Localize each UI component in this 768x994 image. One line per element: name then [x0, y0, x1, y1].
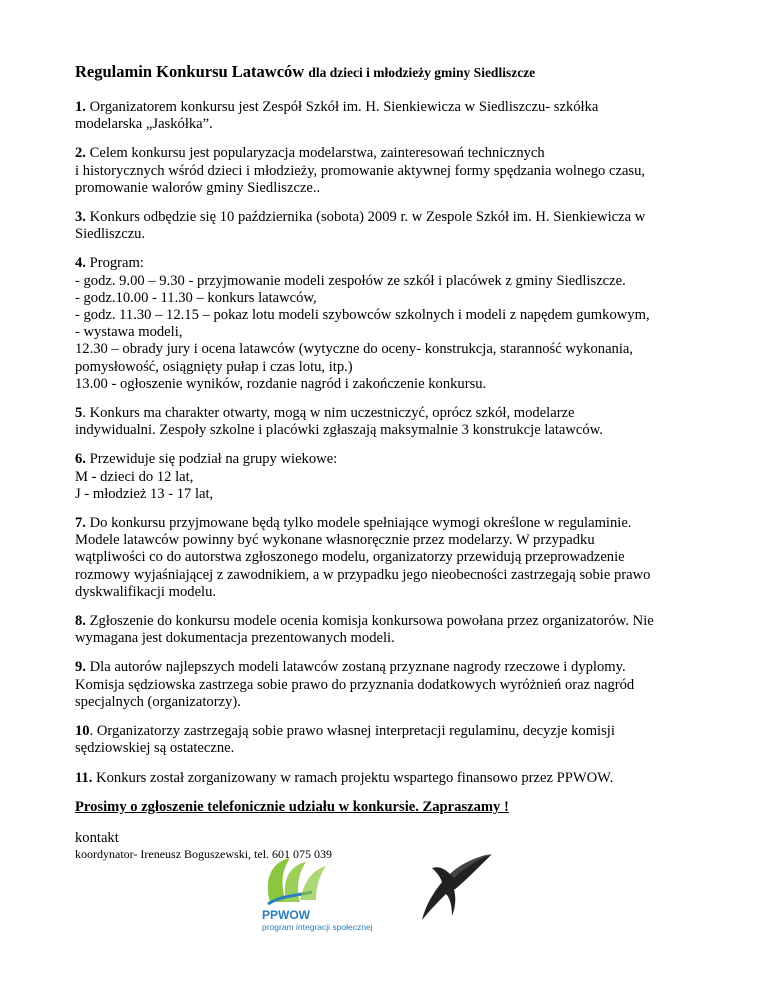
contact-label: kontakt — [75, 829, 119, 846]
rule-line: modelarska „Jaskółka”. — [75, 116, 213, 133]
rule-line: Komisja sędziowska zastrzega sobie prawo do przyznania dodatkowych wyróżnień oraz nagród — [75, 676, 635, 693]
rule-section — [75, 659, 715, 711]
rule-section — [75, 770, 715, 787]
rule-line: - godz.10.00 - 11.30 – konkurs latawców, — [75, 289, 317, 306]
rule-number: 1. — [75, 99, 86, 115]
rule-line: . Konkurs ma charakter otwarty, mogą w nim uczestniczyć, oprócz szkół, modelarze — [82, 405, 575, 422]
title-main: Regulamin Konkursu Latawców — [75, 62, 305, 81]
call-to-action: Prosimy o zgłoszenie telefonicznie udziału w konkursie. Zapraszamy ! — [75, 798, 509, 815]
rule-line: Program: — [89, 255, 144, 272]
rule-line: Celem konkursu jest popularyzacja modelarstwa, zainteresowań technicznych — [89, 145, 545, 162]
rule-line: Do konkursu przyjmowane będą tylko modele spełniające wymogi określone w regulaminie. — [89, 515, 632, 532]
rule-line: - godz. 11.30 – 12.15 – pokaz lotu modeli szybowców szkolnych i modeli z napędem gumkowym, — [75, 307, 650, 324]
rule-line: specjalnych (organizatorzy). — [75, 693, 241, 710]
rule-line: wątpliwości co do autorstwa zgłoszonego modelu, organizatorzy przewidują przeprowadzenie — [75, 549, 625, 566]
rule-section — [75, 613, 715, 647]
rule-number: 7. — [75, 515, 86, 532]
swallow-icon — [414, 852, 494, 924]
rule-line: Konkurs został zorganizowany w ramach projektu wspartego finansowo przez PPWOW. — [96, 769, 614, 786]
rule-line: Modele latawców powinny być wykonane własnoręcznie przez modelarzy. W przypadku — [75, 532, 595, 549]
rule-line: Konkurs odbędzie się 10 października (sobota) 2009 r. w Zespole Szkół im. H. Sienkiewicza w — [89, 209, 646, 226]
rule-line: - godz. 9.00 – 9.30 - przyjmowanie modeli zespołów ze szkół i placówek z gminy Siedliszcze. — [75, 272, 626, 289]
rule-line: dyskwalifikacji modelu. — [75, 583, 217, 600]
rule-line: sędziowskiej są ostateczne. — [75, 740, 235, 757]
rule-line: promowanie walorów gminy Siedliszcze.. — [75, 179, 321, 196]
rule-line: wymagana jest dokumentacja prezentowanych modeli. — [75, 630, 395, 647]
rule-line: - wystawa modeli, — [75, 324, 183, 341]
title-sub: dla dzieci i młodzieży gminy Siedliszcze — [308, 65, 536, 80]
rule-section — [75, 515, 715, 601]
rule-number: 3. — [75, 209, 86, 226]
rule-number: 6. — [75, 451, 86, 468]
rule-section — [75, 723, 715, 757]
rule-section — [75, 209, 715, 243]
rule-line: J - młodzież 13 - 17 lat, — [75, 485, 214, 502]
contact-coordinator: koordynator- Ireneusz Boguszewski, tel. 601 075 039 — [75, 847, 333, 862]
rule-line: pomysłowość, osiągnięty pułap i czas lotu, itp.) — [75, 358, 353, 375]
rule-line: . Organizatorzy zastrzegają sobie prawo własnej interpretacji regulaminu, decyzje komisji — [89, 723, 615, 740]
rule-line: Przewiduje się podział na grupy wiekowe: — [89, 451, 338, 468]
rule-line: M - dzieci do 12 lat, — [75, 468, 194, 485]
rule-line: i historycznych wśród dzieci i młodzieży, promowanie aktywnej formy spędzania wolnego czasu, — [75, 162, 646, 179]
ppwow-mark-icon — [260, 852, 330, 910]
rule-number: 8. — [75, 613, 86, 630]
rule-number: 4. — [75, 255, 86, 272]
rule-number: 2. — [75, 145, 86, 162]
ppwow-logo-name: PPWOW — [262, 908, 310, 922]
ppwow-logo — [260, 852, 392, 930]
rule-number: 9. — [75, 659, 86, 676]
rule-number: 5 — [75, 405, 83, 422]
rule-section — [75, 99, 715, 133]
rule-section — [75, 255, 715, 393]
logos — [260, 852, 500, 932]
rule-line: 13.00 - ogłoszenie wyników, rozdanie nagród i zakończenie konkursu. — [75, 375, 487, 392]
document-page — [75, 62, 715, 862]
rule-line: Organizatorem konkursu jest Zespół Szkół im. H. Sienkiewicza w Siedliszczu- szkółka — [89, 99, 599, 115]
rule-line: Siedliszczu. — [75, 226, 146, 243]
rule-section — [75, 145, 715, 197]
rule-line: rozmowy wyjaśniającej z zawodnikiem, a w przypadku jego nieobecności zastrzegają sobie prawo — [75, 566, 651, 583]
rules-list — [75, 99, 715, 787]
rule-number: 10 — [75, 723, 90, 740]
rule-line: indywidualni. Zespoły szkolne i placówki zgłaszają maksymalnie 3 konstrukcje latawców. — [75, 422, 603, 439]
ppwow-logo-tagline: program integracji społecznej — [262, 922, 373, 932]
rule-number: 11. — [75, 769, 93, 786]
document-title — [75, 62, 715, 82]
rule-section — [75, 451, 715, 503]
rule-line: 12.30 – obrady jury i ocena latawców (wytyczne do oceny- konstrukcja, staranność wykonania, — [75, 341, 634, 358]
rule-section — [75, 405, 715, 439]
rule-line: Dla autorów najlepszych modeli latawców zostaną przyznane nagrody rzeczowe i dyplomy. — [89, 659, 626, 676]
rule-line: Zgłoszenie do konkursu modele ocenia komisja konkursowa powołana przez organizatorów. Nie — [89, 613, 654, 630]
